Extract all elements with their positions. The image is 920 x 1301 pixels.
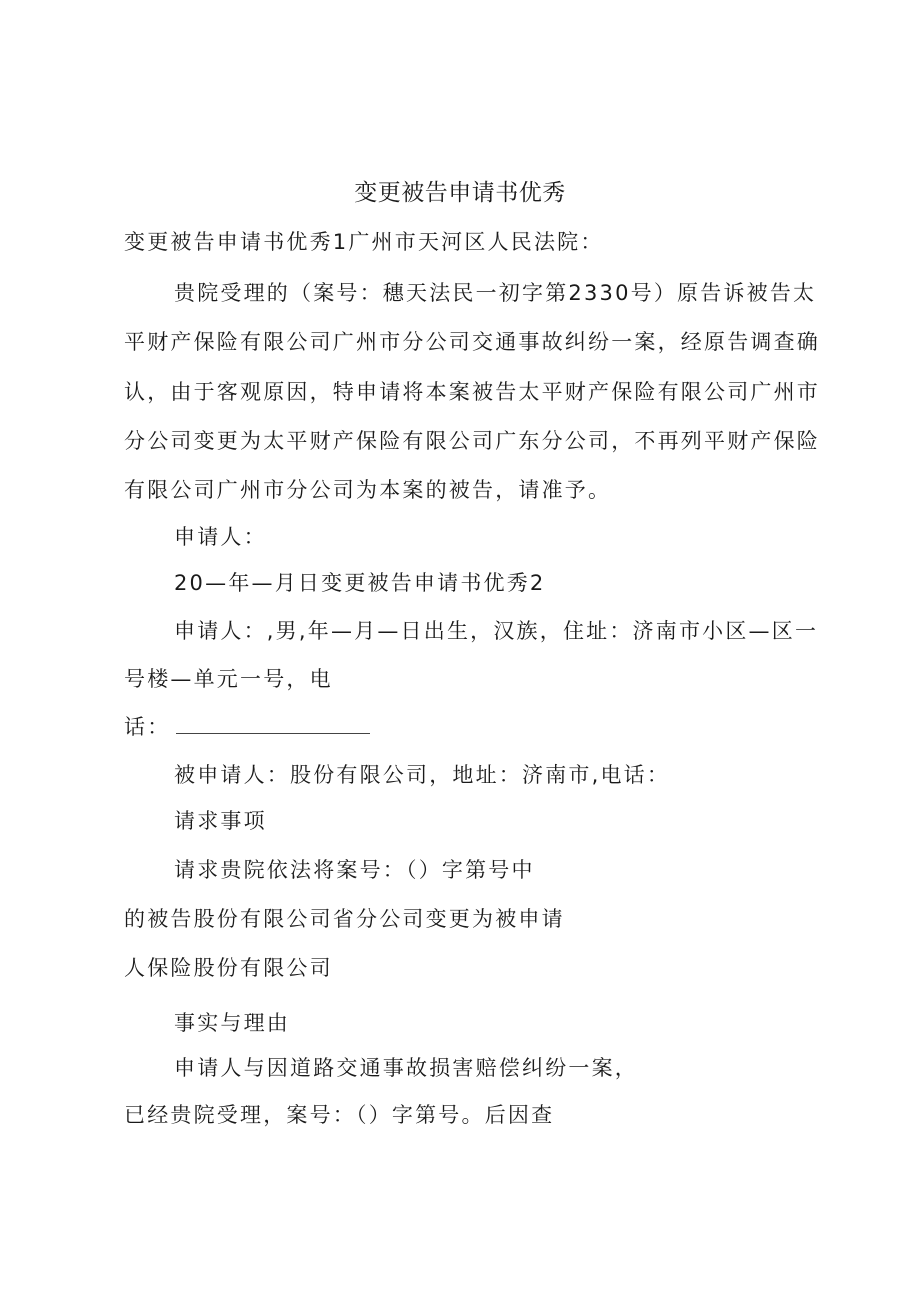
text-line: 贵院受理的（案号：穗天法民一初字第2330号）原告诉被告太 [174,281,817,305]
date-line: 20—年—月日变更被告申请书优秀2 [174,571,546,595]
text-line: 请求贵院依法将案号：（）字第号中 [174,858,535,882]
text-line: 申请人与因道路交通事故损害赔偿纠纷一案， [174,1056,638,1080]
text-line: 认，由于客观原因，特申请将本案被告太平财产保险有限公司广州市 [124,380,820,404]
document-title: 变更被告申请书优秀 [354,180,566,206]
text-line: 号楼—单元一号，电 [124,667,333,691]
applicant-label: 申请人： [174,525,267,549]
section-heading-facts: 事实与理由 [174,1011,290,1035]
respondent-line: 被申请人：股份有限公司，地址：济南市,电话： [174,763,671,787]
phone-line [124,712,370,742]
text-line: 平财产保险有限公司广州市分公司交通事故纠纷一案，经原告调查确 [124,330,820,354]
text-line: 人保险股份有限公司 [124,956,333,980]
phone-label: 话： [124,715,171,739]
text-line: 分公司变更为太平财产保险有限公司广东分公司，不再列平财产保险 [124,429,820,453]
text-line: 的被告股份有限公司省分公司变更为被申请 [124,907,565,931]
phone-blank-underline [176,715,370,734]
text-line: 已经贵院受理，案号：（）字第号。后因查 [124,1103,555,1127]
text-line: 有限公司广州市分公司为本案的被告，请准予。 [124,478,612,502]
applicant-info-line: 申请人：,男,年—月—日出生，汉族，住址：济南市小区—区一 [174,619,819,643]
text-line-addressee: 变更被告申请书优秀1广州市天河区人民法院： [124,230,604,254]
section-heading-request: 请求事项 [174,809,267,833]
